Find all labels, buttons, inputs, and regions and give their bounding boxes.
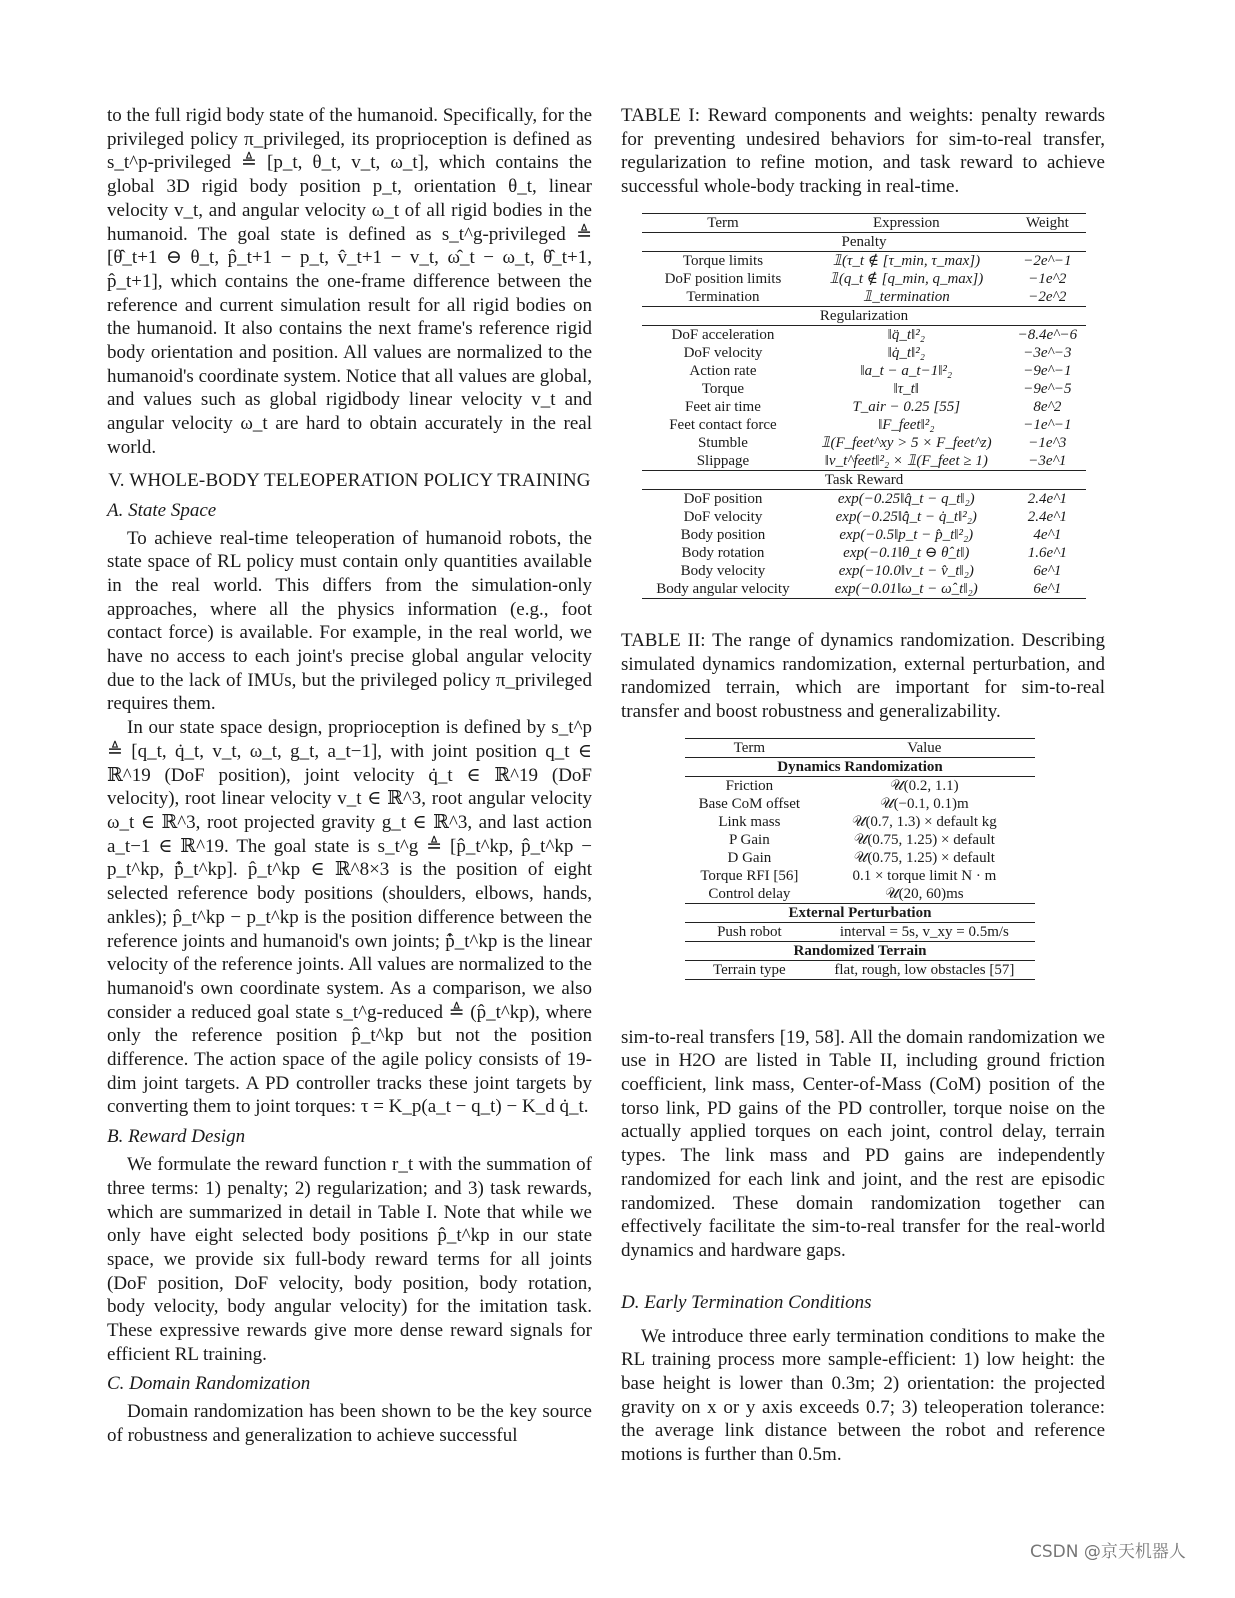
reward-cell-term: Feet contact force	[669, 416, 777, 433]
reward-cell-term: DoF velocity	[683, 344, 763, 361]
reward-cell-term: Body position	[680, 526, 766, 543]
reward-cell-term: DoF velocity	[683, 508, 763, 525]
reward-cell-term: Body rotation	[681, 544, 765, 561]
randomization-cell-value: 𝒰(0.2, 1.1)	[890, 777, 959, 794]
reward-cell-term: DoF position limits	[664, 270, 782, 287]
reward-table	[642, 213, 1086, 599]
domain-randomization-continued: sim-to-real transfers [19, 58]. All the domain randomization we use in H2O are listed in Table II, including ground friction coefficient, link mass, Center-of-Mass (CoM) position of the torso link, PD gains of the PD controller, torque noise on the actually applied torques on each joint, control delay, terrain types. The link mass and PD gains are independently randomized for each link and joint, and the rest are episodic randomized. These domain randomization together can effectively facilitate the sim-to-real transfer for the real-world dynamics and hardware gaps.	[621, 1026, 1105, 1261]
reward-cell-expression: T_air − 0.25 [55]	[852, 398, 961, 415]
reward-cell-expression: exp(−0.25‖q̂̇_t − q̇_t‖²₂)	[835, 508, 977, 525]
reward-cell-expression: 𝟙(F_feet^xy > 5 × F_feet^z)	[820, 434, 992, 451]
table-row	[685, 795, 1035, 813]
reward-cell-weight: 8e^2	[1033, 398, 1062, 415]
randomization-cell-value: 𝒰(−0.1, 0.1)m	[880, 795, 969, 812]
reward-cell-expression: ‖τ_t‖	[893, 380, 920, 397]
table-row	[685, 776, 1035, 795]
table-row	[642, 434, 1086, 452]
reward-cell-expression: exp(−0.5‖p_t − p̂_t‖²₂)	[839, 526, 974, 543]
reward-cell-expression: exp(−0.25‖q̂_t − q_t‖₂)	[837, 490, 975, 507]
randomization-cell-term: P Gain	[729, 831, 770, 848]
state-space-paragraph-1: To achieve real-time teleoperation of humanoid robots, the state space of RL policy must contain only quantities available in the real world. This differs from the simulation-only approaches, where all the physics information (e.g., foot contact force) is available. For example, in the real world, we have no access to each joint's precise global angular velocity due to the lack of IMUs, but the privileged policy π_privileged requires them.	[107, 527, 592, 715]
reward-group-title: Regularization	[642, 306, 1086, 325]
reward-cell-weight: −1e^2	[1028, 270, 1067, 287]
randomization-cell-term: Friction	[725, 777, 774, 794]
reward-group-title: Task Reward	[642, 470, 1086, 489]
subsection-a-title: A. State Space	[107, 499, 217, 521]
reward-header-1: Expression	[804, 213, 1009, 232]
table2-caption: TABLE II: The range of dynamics randomization. Describing simulated dynamics randomization, external perturbation, and randomized terrain, which are important for sim-to-real transfer and boost robustness and generalizability.	[621, 629, 1105, 722]
randomization-cell-value: 𝒰(0.75, 1.25) × default	[853, 849, 995, 866]
section-v-title: V. WHOLE-BODY TELEOPERATION POLICY TRAINING	[108, 469, 591, 491]
randomization-cell-term: Base CoM offset	[698, 795, 801, 812]
reward-cell-term: Feet air time	[685, 398, 761, 415]
table-row	[685, 922, 1035, 941]
randomization-header-0: Term	[685, 738, 814, 757]
reward-cell-weight: 2.4e^1	[1027, 490, 1067, 507]
table-row	[685, 885, 1035, 904]
intro-paragraph: to the full rigid body state of the humanoid. Specifically, for the privileged policy π_privileged, its proprioception is defined as s_t^p-privileged ≜ [p_t, θ_t, v_t, ω_t], which contains the global 3D rigid body position p_t, orientation θ_t, linear velocity v_t, and angular velocity ω_t of all rigid bodies in the humanoid. The goal state is defined as s_t^g-privileged ≜ [θ̂_t+1 ⊖ θ_t, p̂_t+1 − p_t, v̂_t+1 − v_t, ω̂_t − ω_t, θ̂_t+1, p̂_t+1], which contains the one-frame difference between the reference and current simulation result for all rigid bodies on the humanoid. It also contains the next frame's reference rigid body orientation and position. All values are normalized to the humanoid's coordinate system. Notice that all values are global, and values such as global rigidbody linear velocity v_t and angular velocity ω_t are hard to obtain accurately in the real world.	[107, 105, 592, 458]
table-row	[642, 489, 1086, 508]
randomization-group-title: Randomized Terrain	[685, 941, 1035, 960]
table-row	[642, 416, 1086, 434]
reward-cell-term: Torque	[701, 380, 745, 397]
reward-cell-term: DoF position	[683, 490, 763, 507]
table-row	[642, 526, 1086, 544]
reward-cell-weight: −9e^−1	[1023, 362, 1072, 379]
table-row	[642, 452, 1086, 471]
right-column	[621, 104, 1105, 1467]
state-space-paragraph-2: In our state space design, proprioception is defined by s_t^p ≜ [q_t, q̇_t, v_t, ω_t, g_t, a_t−1], with joint position q_t ∈ ℝ^19 (DoF position), joint velocity q̇_t ∈ ℝ^19 (DoF velocity), root linear velocity v_t ∈ ℝ^3, root angular velocity ω_t ∈ ℝ^3, root projected gravity g_t ∈ ℝ^3, and last action a_t−1 ∈ ℝ^19. The goal state is s_t^g ≜ [p̂_t^kp, p̂_t^kp − p_t^kp, p̂̇_t^kp]. p̂_t^kp ∈ ℝ^8×3 is the position of eight selected reference body positions (shoulders, elbows, hands, ankles); p̂_t^kp − p_t^kp is the position difference between the reference joints and humanoid's own joints; p̂̇_t^kp is the linear velocity of the reference joints. All values are normalized to the humanoid's own coordinate system. As a comparison, we also consider a reduced goal state s_t^g-reduced ≜ (p̂_t^kp), where only the reference position p̂_t^kp but not the position difference. The action space of the agile policy consists of 19-dim joint targets. A PD controller tracks these joint targets by converting them to joint torques: τ = K_p(a_t − q_t) − K_d q̇_t.	[107, 717, 592, 1118]
table-row	[685, 813, 1035, 831]
table-row	[642, 544, 1086, 562]
reward-cell-weight: −3e^−3	[1023, 344, 1072, 361]
reward-cell-weight: −3e^1	[1028, 452, 1067, 469]
reward-cell-term: Stumble	[697, 434, 748, 451]
domain-randomization-paragraph: Domain randomization has been shown to be the key source of robustness and generalization to achieve successful	[107, 1401, 592, 1447]
reward-cell-term: Body velocity	[680, 562, 766, 579]
table-row	[642, 344, 1086, 362]
reward-cell-expression: ‖F_feet‖²₂	[878, 416, 935, 433]
randomization-header-1: Value	[814, 738, 1035, 757]
reward-header-2: Weight	[1009, 213, 1086, 232]
reward-cell-expression: 𝟙_termination	[862, 288, 950, 305]
reward-cell-weight: 6e^1	[1033, 562, 1062, 579]
table-row	[642, 288, 1086, 307]
table-row	[642, 270, 1086, 288]
randomization-group-title: External Perturbation	[685, 903, 1035, 922]
reward-cell-expression: 𝟙(τ_t ∉ [τ_min, τ_max])	[832, 252, 981, 269]
reward-cell-term: Body angular velocity	[656, 580, 790, 597]
reward-cell-weight: −1e^3	[1028, 434, 1067, 451]
reward-cell-weight: 6e^1	[1033, 580, 1062, 597]
table-row	[642, 562, 1086, 580]
randomization-table	[685, 738, 1035, 980]
reward-header-0: Term	[642, 213, 804, 232]
subsection-c-title: C. Domain Randomization	[107, 1373, 311, 1395]
reward-cell-expression: ‖v_t^feet‖²₂ × 𝟙(F_feet ≥ 1)	[824, 452, 988, 469]
table-row	[685, 960, 1035, 979]
table-row	[685, 831, 1035, 849]
randomization-cell-term: D Gain	[727, 849, 772, 866]
early-termination-paragraph: We introduce three early termination conditions to make the RL training process more sample-efficient: 1) low height: the base height is lower than 0.3m; 2) orientation: the projected gravity on x or y axis exceeds 0.7; 3) teleoperation tolerance: the average link distance between the robot and reference motions is further than 0.5m.	[621, 1325, 1105, 1466]
reward-group-title: Penalty	[642, 232, 1086, 251]
table-row	[642, 508, 1086, 526]
reward-cell-weight: −2e^2	[1028, 288, 1067, 305]
reward-cell-expression: ‖q̈_t‖²₂	[887, 326, 925, 343]
randomization-cell-term: Push robot	[717, 923, 782, 940]
reward-cell-weight: 4e^1	[1033, 526, 1062, 543]
randomization-cell-term: Link mass	[718, 813, 781, 830]
reward-cell-term: Termination	[686, 288, 760, 305]
reward-cell-weight: 2.4e^1	[1027, 508, 1067, 525]
randomization-cell-value: 𝒰(0.75, 1.25) × default	[853, 831, 995, 848]
reward-cell-expression: exp(−0.1‖θ_t ⊖ θ̂_t‖)	[843, 544, 970, 561]
reward-cell-expression: exp(−10.0‖v_t − v̂_t‖₂)	[838, 562, 974, 579]
randomization-cell-term: Terrain type	[713, 961, 786, 978]
reward-cell-weight: −2e^−1	[1023, 252, 1072, 269]
reward-cell-expression: 𝟙(q_t ∉ [q_min, q_max])	[829, 270, 984, 287]
subsection-d-title: D. Early Termination Conditions	[621, 1291, 872, 1313]
reward-cell-weight: −9e^−5	[1023, 380, 1072, 397]
reward-cell-weight: −1e^−1	[1023, 416, 1072, 433]
reward-cell-expression: ‖q̇_t‖²₂	[887, 344, 925, 361]
table-row	[642, 325, 1086, 344]
table-row	[642, 380, 1086, 398]
table-row	[642, 580, 1086, 599]
table-row	[685, 849, 1035, 867]
randomization-cell-value: interval = 5s, v_xy = 0.5m/s	[839, 923, 1009, 940]
watermark: CSDN @京天机器人	[1030, 1542, 1186, 1562]
left-column	[107, 104, 592, 1448]
table1-caption: TABLE I: Reward components and weights: penalty rewards for preventing undesired behaviors for sim-to-real transfer, regularization to refine motion, and task reward to achieve successful whole-body tracking in real-time.	[621, 105, 1105, 198]
randomization-cell-value: flat, rough, low obstacles [57]	[834, 961, 1015, 978]
reward-cell-expression: exp(−0.01‖ω_t − ω̂_t‖₂)	[834, 580, 978, 597]
reward-cell-expression: ‖a_t − a_t−1‖²₂	[860, 362, 953, 379]
randomization-cell-value: 0.1 × torque limit N · m	[852, 867, 997, 884]
table-row	[642, 251, 1086, 270]
reward-cell-weight: −8.4e^−6	[1017, 326, 1078, 343]
randomization-cell-term: Torque RFI [56]	[700, 867, 799, 884]
reward-cell-term: DoF acceleration	[671, 326, 775, 343]
table-row	[685, 867, 1035, 885]
randomization-group-title: Dynamics Randomization	[685, 757, 1035, 776]
table-row	[642, 398, 1086, 416]
randomization-cell-term: Control delay	[708, 885, 791, 902]
reward-cell-term: Torque limits	[682, 252, 764, 269]
reward-cell-weight: 1.6e^1	[1027, 544, 1067, 561]
randomization-cell-value: 𝒰(0.7, 1.3) × default kg	[851, 813, 997, 830]
reward-cell-term: Action rate	[689, 362, 757, 379]
reward-design-paragraph: We formulate the reward function r_t with the summation of three terms: 1) penalty; 2) regularization; and 3) task rewards, which are summarized in detail in Table I. Note that while we only have eight selected body positions p̂_t^kp in our state space, we provide six full-body reward terms for all joints (DoF position, DoF velocity, body position, body rotation, body velocity, body angular velocity) for the imitation task. These expressive rewards give more dense reward signals for efficient RL training.	[107, 1154, 592, 1365]
randomization-cell-value: 𝒰(20, 60)ms	[885, 885, 964, 902]
table-row	[642, 362, 1086, 380]
subsection-b-title: B. Reward Design	[107, 1126, 246, 1148]
reward-cell-term: Slippage	[696, 452, 750, 469]
